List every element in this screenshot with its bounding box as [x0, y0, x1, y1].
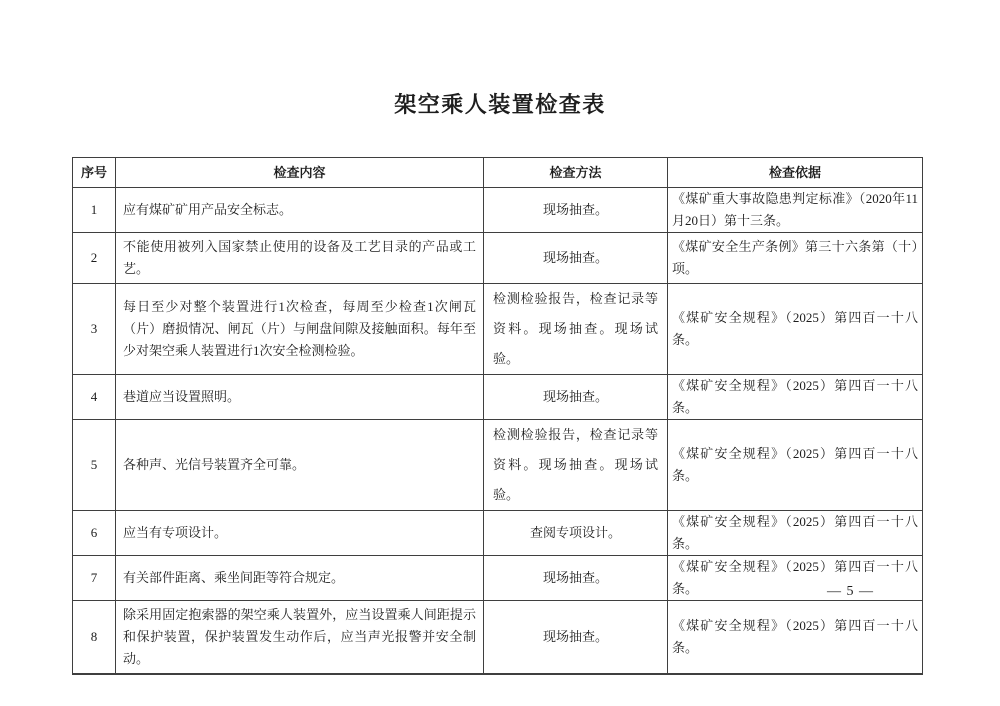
- inspection-table: [72, 157, 923, 675]
- table-body: [73, 188, 923, 675]
- header-cell-method: 检查方法: [484, 158, 668, 188]
- method-cell: 查阅专项设计。: [484, 511, 668, 556]
- basis-cell: 《煤矿安全规程》（2025）第四百一十八条。: [668, 511, 923, 556]
- header-row: [73, 158, 923, 188]
- row-number-cell: 1: [73, 188, 116, 233]
- content-cell: 除采用固定抱索器的架空乘人装置外，应当设置乘人间距提示和保护装置，保护装置发生动作后，应当声光报警并安全制动。: [116, 601, 484, 675]
- row-number-cell: 5: [73, 420, 116, 511]
- content-cell: 不能使用被列入国家禁止使用的设备及工艺目录的产品或工艺。: [116, 233, 484, 284]
- table-row: [73, 601, 923, 675]
- basis-cell: 《煤矿重大事故隐患判定标准》（2020年11月20日）第十三条。: [668, 188, 923, 233]
- table-row: [73, 420, 923, 511]
- basis-cell: 《煤矿安全规程》（2025）第四百一十八条。: [668, 556, 923, 601]
- page-title: 架空乘人装置检查表: [394, 92, 606, 117]
- basis-cell: 《煤矿安全生产条例》第三十六条第（十）项。: [668, 233, 923, 284]
- header-cell-content: 检查内容: [116, 158, 484, 188]
- table-row: [73, 188, 923, 233]
- content-cell: 每日至少对整个装置进行1次检查，每周至少检查1次闸瓦（片）磨损情况、闸瓦（片）与闸盘间隙及接触面积。每年至少对架空乘人装置进行1次安全检测检验。: [116, 284, 484, 375]
- row-number-cell: 2: [73, 233, 116, 284]
- content-cell: 各种声、光信号装置齐全可靠。: [116, 420, 484, 511]
- table-row: [73, 233, 923, 284]
- method-cell: 现场抽查。: [484, 233, 668, 284]
- table-row: [73, 375, 923, 420]
- method-cell: 检测检验报告，检查记录等资料。现场抽查。现场试验。: [484, 420, 668, 511]
- header-cell-no: 序号: [73, 158, 116, 188]
- row-number-cell: 6: [73, 511, 116, 556]
- method-cell: 现场抽查。: [484, 188, 668, 233]
- content-cell: 应当有专项设计。: [116, 511, 484, 556]
- row-number-cell: 7: [73, 556, 116, 601]
- content-cell: 有关部件距离、乘坐间距等符合规定。: [116, 556, 484, 601]
- row-number-cell: 8: [73, 601, 116, 675]
- content-cell: 巷道应当设置照明。: [116, 375, 484, 420]
- method-cell: 检测检验报告，检查记录等资料。现场抽查。现场试验。: [484, 284, 668, 375]
- header-cell-basis: 检查依据: [668, 158, 923, 188]
- method-cell: 现场抽查。: [484, 601, 668, 675]
- method-cell: 现场抽查。: [484, 556, 668, 601]
- table-row: [73, 511, 923, 556]
- content-cell: 应有煤矿矿用产品安全标志。: [116, 188, 484, 233]
- row-number-cell: 4: [73, 375, 116, 420]
- basis-cell: 《煤矿安全规程》（2025）第四百一十八条。: [668, 284, 923, 375]
- basis-cell: 《煤矿安全规程》（2025）第四百一十八条。: [668, 375, 923, 420]
- table-row: [73, 556, 923, 601]
- method-cell: 现场抽查。: [484, 375, 668, 420]
- table-row: [73, 284, 923, 375]
- row-number-cell: 3: [73, 284, 116, 375]
- table-header: [73, 158, 923, 188]
- basis-cell: 《煤矿安全规程》（2025）第四百一十八条。: [668, 420, 923, 511]
- page-number: — 5 —: [827, 584, 874, 599]
- basis-cell: 《煤矿安全规程》（2025）第四百一十八条。: [668, 601, 923, 675]
